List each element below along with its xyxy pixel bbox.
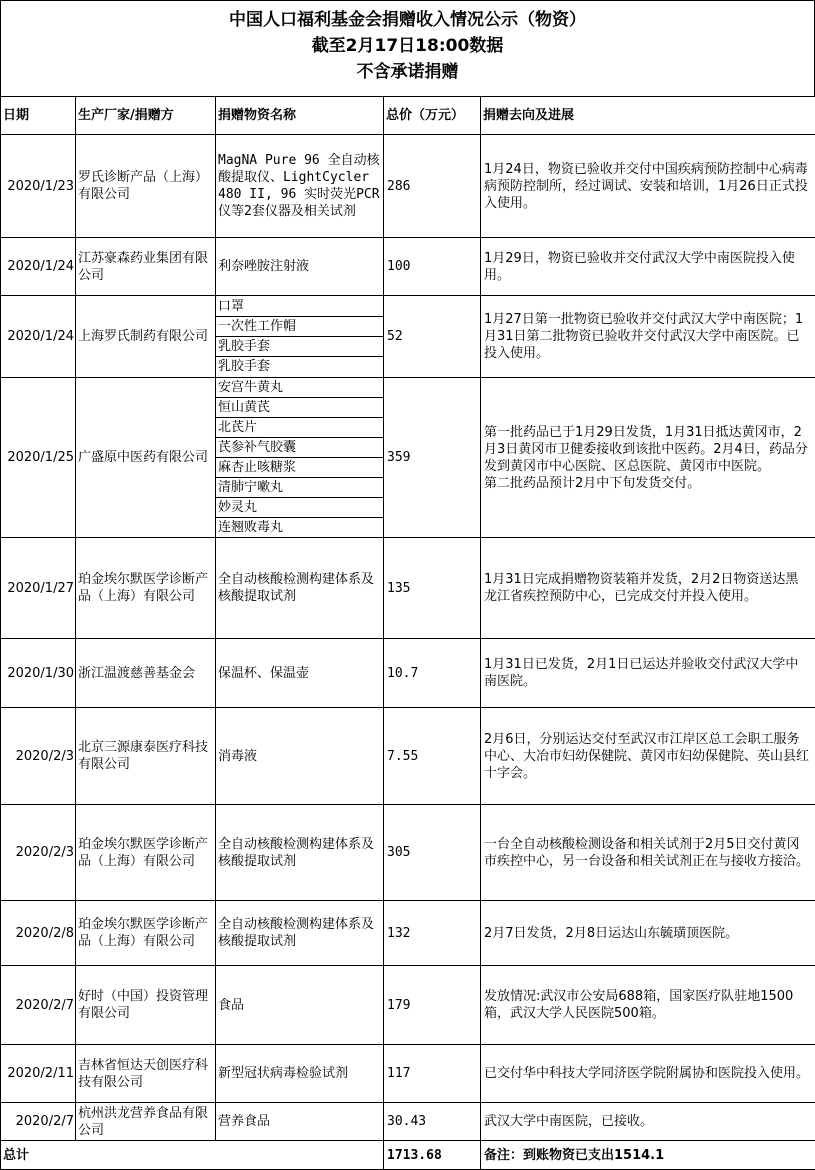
row-total: 305 (384, 805, 481, 901)
item-entry: 安宫牛黄丸 (216, 378, 383, 398)
row-maker: 好时（中国）投资管理有限公司 (76, 966, 216, 1045)
row-progress: 2月6日，分别运达交付至武汉市江岸区总工会职工服务中心、大冶市妇幼保健院、黄冈市妇幼保健院、英山县红十字会。 (481, 708, 815, 805)
row-item: 保温杯、保温壶 (216, 639, 384, 708)
row-maker: 江苏豪森药业集团有限公司 (76, 238, 216, 296)
title-block (0, 0, 815, 96)
row-item: 全自动核酸检测构建体系及核酸提取试剂 (216, 901, 384, 966)
row-date: 2020/1/23 (1, 135, 76, 238)
row-item-list (216, 378, 384, 538)
table-row (1, 538, 815, 639)
table-row (1, 1045, 815, 1103)
row-item: 营养食品 (216, 1103, 384, 1141)
row-total: 179 (384, 966, 481, 1045)
table-row (1, 901, 815, 966)
table-row (1, 708, 815, 805)
row-item: MagNA Pure 96 全自动核酸提取仪、LightCycler 480 II, 96 实时荧光PCR仪等2套仪器及相关试剂 (216, 135, 384, 238)
row-total: 52 (384, 296, 481, 378)
row-item-list (216, 296, 384, 378)
total-row (1, 1141, 815, 1170)
item-entry: 口罩 (216, 297, 383, 317)
row-progress: 1月29日，物资已验收并交付武汉大学中南医院投入使用。 (481, 238, 815, 296)
table-row (1, 296, 815, 378)
item-entry: 清肺宁嗽丸 (216, 478, 383, 498)
footer-note: 备注：到账物资已支出1514.1 (481, 1141, 815, 1170)
row-maker: 浙江温渡慈善基金会 (76, 639, 216, 708)
item-entry: 芪参补气胶囊 (216, 438, 383, 458)
row-item: 全自动核酸检测构建体系及核酸提取试剂 (216, 805, 384, 901)
page-title: 中国人口福利基金会捐赠收入情况公示（物资） (1, 1, 814, 33)
row-total: 30.43 (384, 1103, 481, 1141)
total-label: 总计 (1, 1141, 384, 1170)
table-row (1, 135, 815, 238)
row-progress: 2月7日发货，2月8日运达山东毓璜顶医院。 (481, 901, 815, 966)
row-maker: 北京三源康泰医疗科技有限公司 (76, 708, 216, 805)
row-progress: 武汉大学中南医院，已接收。 (481, 1103, 815, 1141)
header-total: 总价（万元） (384, 97, 481, 135)
header-date: 日期 (1, 97, 76, 135)
row-progress: 一台全自动核酸检测设备和相关试剂于2月5日交付黄冈市疾控中心，另一台设备和相关试剂正在与接收方接洽。 (481, 805, 815, 901)
header-progress: 捐赠去向及进展 (481, 97, 815, 135)
row-date: 2020/2/8 (1, 901, 76, 966)
row-total: 135 (384, 538, 481, 639)
item-entry: 北芪片 (216, 418, 383, 438)
row-date: 2020/2/3 (1, 805, 76, 901)
row-item: 利奈唑胺注射液 (216, 238, 384, 296)
item-entry: 恒山黄芪 (216, 398, 383, 418)
item-entry: 麻杏止咳糖浆 (216, 458, 383, 478)
page-subtitle-date: 截至2月17日18:00数据 (1, 33, 814, 59)
row-total: 359 (384, 378, 481, 538)
row-maker: 珀金埃尔默医学诊断产品（上海）有限公司 (76, 901, 216, 966)
header-row (1, 97, 815, 135)
row-date: 2020/2/11 (1, 1045, 76, 1103)
row-maker: 珀金埃尔默医学诊断产品（上海）有限公司 (76, 805, 216, 901)
page-subtitle-note: 不含承诺捐赠 (1, 59, 814, 85)
table-row (1, 639, 815, 708)
table-row (1, 378, 815, 538)
item-entry: 连翘败毒丸 (216, 518, 383, 537)
row-maker: 吉林省恒达天创医疗科技有限公司 (76, 1045, 216, 1103)
row-date: 2020/1/24 (1, 238, 76, 296)
row-progress: 1月31日已发货，2月1日已运达并验收交付武汉大学中南医院。 (481, 639, 815, 708)
row-date: 2020/2/7 (1, 966, 76, 1045)
row-item: 新型冠状病毒检验试剂 (216, 1045, 384, 1103)
donation-table (0, 96, 815, 1170)
row-date: 2020/2/7 (1, 1103, 76, 1141)
row-maker: 珀金埃尔默医学诊断产品（上海）有限公司 (76, 538, 216, 639)
header-item: 捐赠物资名称 (216, 97, 384, 135)
row-item: 消毒液 (216, 708, 384, 805)
row-progress: 1月24日，物资已验收并交付中国疾病预防控制中心病毒病预防控制所，经过调试、安装和培训，1月26日正式投入使用。 (481, 135, 815, 238)
table-row (1, 805, 815, 901)
table-row (1, 1103, 815, 1141)
row-total: 117 (384, 1045, 481, 1103)
item-entry: 乳胶手套 (216, 337, 383, 357)
row-maker: 杭州洪龙营养食品有限公司 (76, 1103, 216, 1141)
row-total: 132 (384, 901, 481, 966)
table-row (1, 966, 815, 1045)
row-total: 286 (384, 135, 481, 238)
row-progress (481, 378, 815, 538)
row-total: 10.7 (384, 639, 481, 708)
table-row (1, 238, 815, 296)
progress-first-batch: 第一批药品已于1月29日发货，1月31日抵达黄冈市，2月3日黄冈市卫健委接收到该批中医药。2月4日，药品分发到黄冈市中心医院、区总医院、黄冈市中医院。 (484, 424, 811, 475)
row-total: 7.55 (384, 708, 481, 805)
row-progress: 已交付华中科技大学同济医学院附属协和医院投入使用。 (481, 1045, 815, 1103)
item-entry: 乳胶手套 (216, 357, 383, 376)
row-total: 100 (384, 238, 481, 296)
row-date: 2020/1/24 (1, 296, 76, 378)
row-date: 2020/2/3 (1, 708, 76, 805)
header-maker: 生产厂家/捐赠方 (76, 97, 216, 135)
row-maker: 罗氏诊断产品（上海）有限公司 (76, 135, 216, 238)
row-progress: 1月31日完成捐赠物资装箱并发货，2月2日物资送达黑龙江省疾控预防中心，已完成交付并投入使用。 (481, 538, 815, 639)
item-entry: 一次性工作帽 (216, 317, 383, 337)
item-entry: 妙灵丸 (216, 498, 383, 518)
row-date: 2020/1/27 (1, 538, 76, 639)
row-progress: 发放情况:武汉市公安局688箱，国家医疗队驻地1500箱，武汉大学人民医院500箱。 (481, 966, 815, 1045)
row-item: 食品 (216, 966, 384, 1045)
row-progress: 1月27日第一批物资已验收并交付武汉大学中南医院；1月31日第二批物资已验收并交付武汉大学中南医院。已投入使用。 (481, 296, 815, 378)
row-maker: 上海罗氏制药有限公司 (76, 296, 216, 378)
row-date: 2020/1/30 (1, 639, 76, 708)
row-item: 全自动核酸检测构建体系及核酸提取试剂 (216, 538, 384, 639)
row-date: 2020/1/25 (1, 378, 76, 538)
progress-second-batch: 第二批药品预计2月中下旬发货交付。 (484, 475, 811, 492)
row-maker: 广盛原中医药有限公司 (76, 378, 216, 538)
grand-total: 1713.68 (384, 1141, 481, 1170)
